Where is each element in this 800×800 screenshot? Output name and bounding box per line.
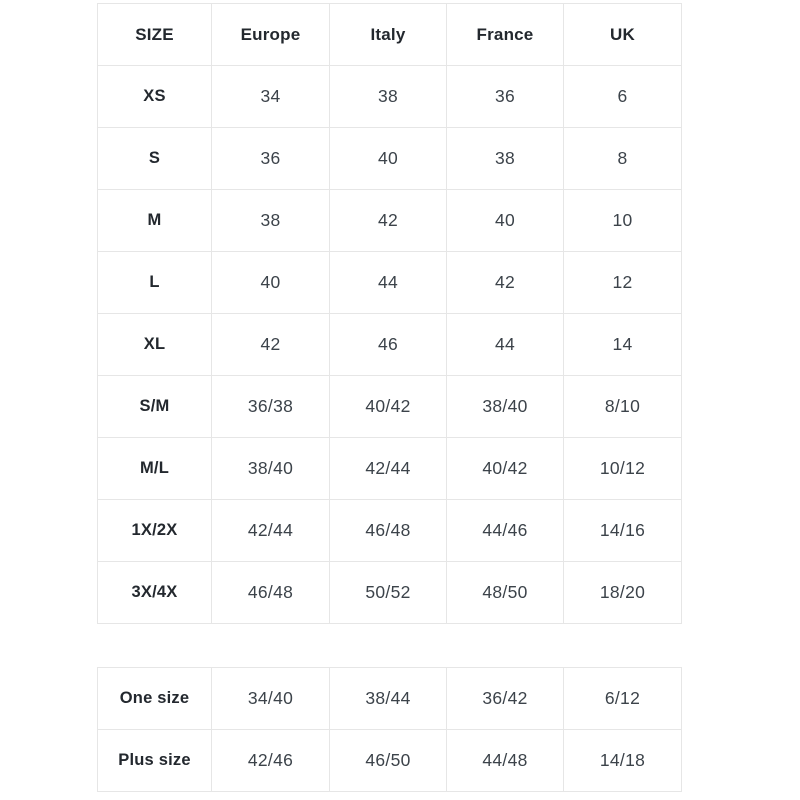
value-cell: 46 <box>330 314 447 376</box>
value-cell: 46/50 <box>330 730 447 792</box>
value-cell: 46/48 <box>330 500 447 562</box>
size-label-cell: Plus size <box>98 730 212 792</box>
value-cell: 50/52 <box>330 562 447 624</box>
size-conversion-table <box>97 3 681 624</box>
table-row-s <box>98 128 682 190</box>
value-cell: 38 <box>447 128 564 190</box>
value-cell: 38/44 <box>330 668 447 730</box>
value-cell: 44/46 <box>447 500 564 562</box>
value-cell: 36 <box>212 128 330 190</box>
column-header-france: France <box>447 4 564 66</box>
size-label-cell: S <box>98 128 212 190</box>
value-cell: 10/12 <box>564 438 682 500</box>
size-label-cell: One size <box>98 668 212 730</box>
column-header-europe: Europe <box>212 4 330 66</box>
size-label-cell: M <box>98 190 212 252</box>
value-cell: 48/50 <box>447 562 564 624</box>
value-cell: 46/48 <box>212 562 330 624</box>
value-cell: 6 <box>564 66 682 128</box>
value-cell: 40 <box>212 252 330 314</box>
value-cell: 34/40 <box>212 668 330 730</box>
table-row-m-l <box>98 438 682 500</box>
value-cell: 42/46 <box>212 730 330 792</box>
value-cell: 42 <box>330 190 447 252</box>
value-cell: 44/48 <box>447 730 564 792</box>
value-cell: 34 <box>212 66 330 128</box>
value-cell: 8 <box>564 128 682 190</box>
value-cell: 40/42 <box>330 376 447 438</box>
value-cell: 14 <box>564 314 682 376</box>
value-cell: 10 <box>564 190 682 252</box>
value-cell: 44 <box>330 252 447 314</box>
value-cell: 42/44 <box>212 500 330 562</box>
size-table <box>97 3 682 624</box>
table-row-s-m <box>98 376 682 438</box>
table-row-m <box>98 190 682 252</box>
size-label-cell: XL <box>98 314 212 376</box>
value-cell: 12 <box>564 252 682 314</box>
value-cell: 14/18 <box>564 730 682 792</box>
column-header-italy: Italy <box>330 4 447 66</box>
value-cell: 40 <box>330 128 447 190</box>
value-cell: 14/16 <box>564 500 682 562</box>
size-label-cell: M/L <box>98 438 212 500</box>
column-header-size: SIZE <box>98 4 212 66</box>
value-cell: 18/20 <box>564 562 682 624</box>
value-cell: 6/12 <box>564 668 682 730</box>
size-label-cell: L <box>98 252 212 314</box>
value-cell: 38/40 <box>447 376 564 438</box>
value-cell: 42/44 <box>330 438 447 500</box>
value-cell: 36/42 <box>447 668 564 730</box>
header-row <box>98 4 682 66</box>
value-cell: 38/40 <box>212 438 330 500</box>
table-row-xl <box>98 314 682 376</box>
value-cell: 40/42 <box>447 438 564 500</box>
value-cell: 44 <box>447 314 564 376</box>
special-sizes-grid <box>97 667 682 792</box>
table-row-one-size <box>98 668 682 730</box>
table-row-1x-2x <box>98 500 682 562</box>
table-row-l <box>98 252 682 314</box>
table-row-xs <box>98 66 682 128</box>
value-cell: 38 <box>212 190 330 252</box>
value-cell: 38 <box>330 66 447 128</box>
size-label-cell: S/M <box>98 376 212 438</box>
value-cell: 42 <box>447 252 564 314</box>
column-header-uk: UK <box>564 4 682 66</box>
size-label-cell: 1X/2X <box>98 500 212 562</box>
value-cell: 36 <box>447 66 564 128</box>
table-row-plus-size <box>98 730 682 792</box>
table-row-3x-4x <box>98 562 682 624</box>
value-cell: 40 <box>447 190 564 252</box>
value-cell: 36/38 <box>212 376 330 438</box>
value-cell: 8/10 <box>564 376 682 438</box>
size-label-cell: XS <box>98 66 212 128</box>
special-sizes-table <box>97 667 681 792</box>
value-cell: 42 <box>212 314 330 376</box>
size-label-cell: 3X/4X <box>98 562 212 624</box>
